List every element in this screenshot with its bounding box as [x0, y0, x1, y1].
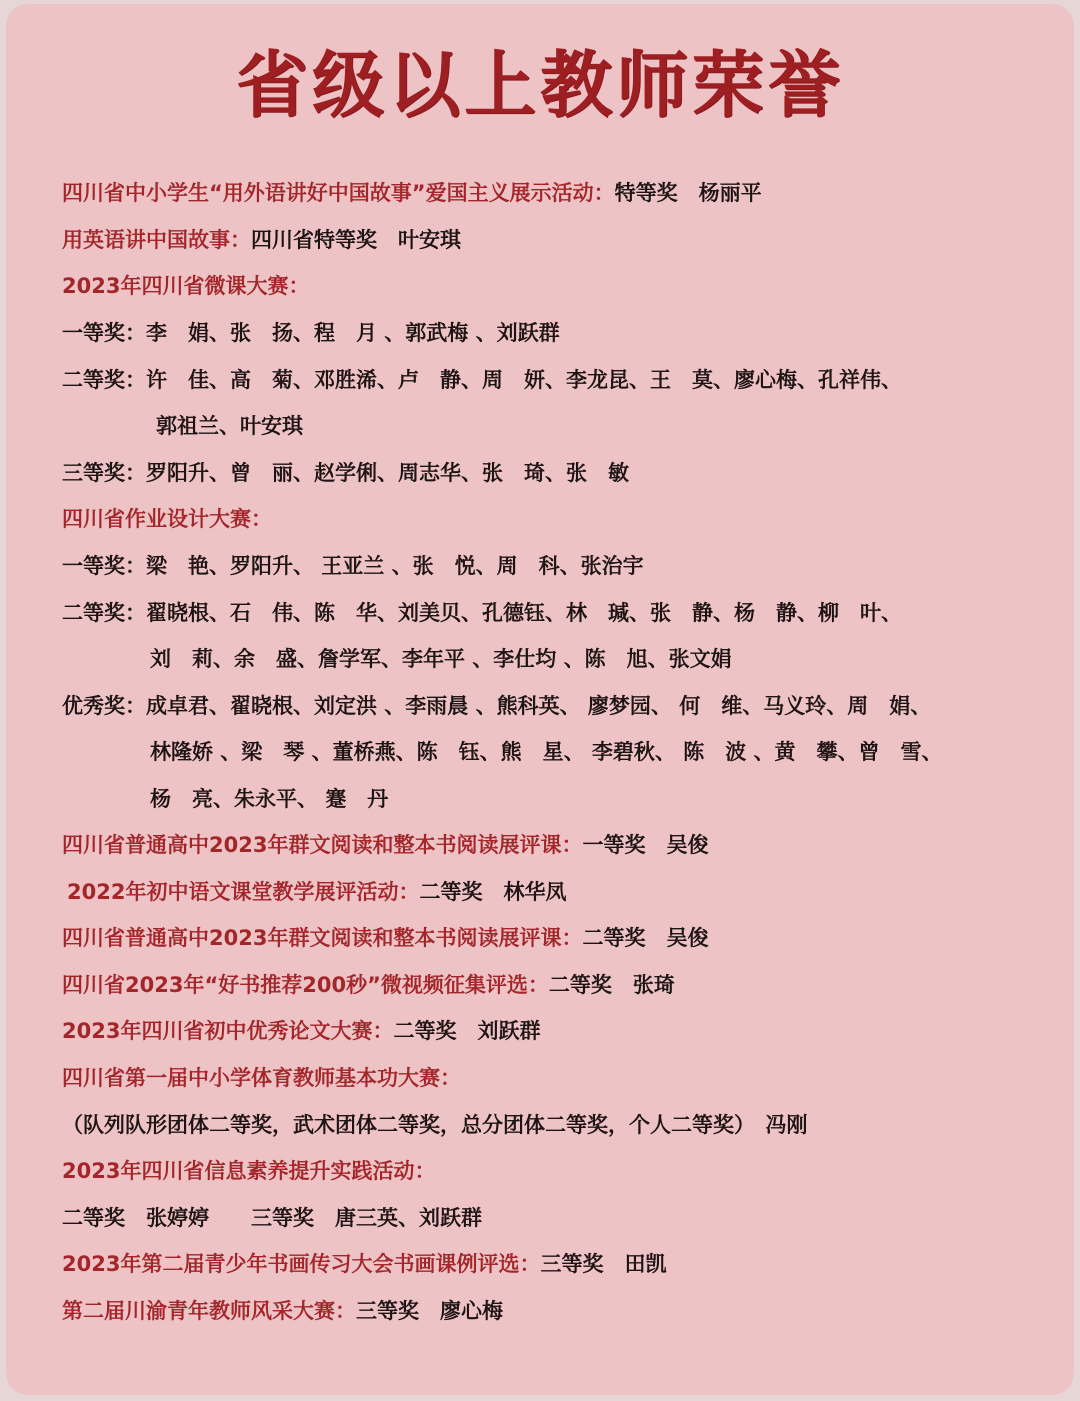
line-text: 杨 亮、朱永平、 蹇 丹	[150, 787, 389, 811]
line-text: 二等奖 吴俊	[582, 926, 709, 950]
line-text: 一等奖：李 娟、张 扬、程 月 、郭武梅 、刘跃群	[62, 321, 560, 345]
line-label: 四川省第一届中小学体育教师基本功大赛：	[62, 1066, 461, 1090]
line-text: 三等奖：罗阳升、曾 丽、赵学俐、周志华、张 琦、张 敏	[62, 461, 629, 485]
honor-line	[62, 970, 675, 1000]
line-text: 三等奖 田凯	[540, 1252, 667, 1276]
honor-line	[62, 1249, 666, 1279]
line-text: 优秀奖：成卓君、翟晓根、刘定洪 、李雨晨 、熊科英、 廖梦园、 何 维、马义玲、周 娟、	[62, 694, 932, 718]
line-text: 林隆娇 、梁 琴 、董桥燕、陈 钰、熊 星、 李碧秋、 陈 波 、黄 攀、曾 雪、	[150, 740, 943, 764]
line-text: 二等奖 刘跃群	[393, 1019, 541, 1043]
line-text: 刘 莉、余 盛、詹学军、李年平 、李仕均 、陈 旭、张文娟	[150, 647, 732, 671]
line-text: 二等奖 张琦	[548, 973, 675, 997]
line-label: 第二届川渝青年教师风采大赛：	[62, 1299, 356, 1323]
honor-line	[62, 1016, 540, 1046]
honor-line	[62, 830, 708, 860]
line-label: 用英语讲中国故事：	[62, 228, 251, 252]
honor-line	[62, 504, 272, 534]
honor-line	[62, 1110, 808, 1140]
line-label: 2023年四川省微课大赛：	[62, 274, 310, 298]
line-text: 二等奖：翟晓根、石 伟、陈 华、刘美贝、孔德钰、林 瑊、张 静、杨 静、柳 叶、	[62, 601, 902, 625]
honor-line	[62, 1203, 482, 1233]
line-text: 四川省特等奖 叶安琪	[251, 228, 461, 252]
honor-line	[62, 271, 309, 301]
honor-line	[62, 365, 902, 395]
honor-line	[62, 1156, 435, 1186]
honor-line	[62, 551, 644, 581]
honor-line	[62, 1296, 503, 1326]
line-text: 一等奖 吴俊	[582, 833, 709, 857]
honor-line	[62, 458, 629, 488]
line-label: 2023年第二届青少年书画传习大会书画课例评选：	[62, 1252, 541, 1276]
line-text: 三等奖 廖心梅	[356, 1299, 503, 1323]
line-text: 二等奖 张婷婷 三等奖 唐三英、刘跃群	[62, 1206, 482, 1230]
line-text: 二等奖：许 佳、高 菊、邓胜浠、卢 静、周 妍、李龙昆、王 莫、廖心梅、孔祥伟、	[62, 368, 902, 392]
honor-line	[62, 225, 461, 255]
line-label: 2023年四川省信息素养提升实践活动：	[62, 1159, 436, 1183]
line-text: 特等奖 杨丽平	[614, 181, 762, 205]
honor-line	[156, 411, 303, 441]
line-label: 四川省作业设计大赛：	[62, 507, 272, 531]
line-text: 郭祖兰、叶安琪	[156, 414, 303, 438]
line-label: 2022年初中语文课堂教学展评活动：	[67, 880, 420, 904]
honor-line	[150, 644, 732, 674]
line-label: 2023年四川省初中优秀论文大赛：	[62, 1019, 394, 1043]
honor-line	[62, 1063, 461, 1093]
line-text: （队列队形团体二等奖，武术团体二等奖，总分团体二等奖，个人二等奖） 冯刚	[62, 1113, 808, 1137]
page-title: 省级以上教师荣誉	[235, 42, 844, 127]
honor-line	[67, 877, 566, 907]
honor-line	[62, 318, 560, 348]
honor-line	[150, 737, 943, 767]
line-text: 二等奖 林华凤	[419, 880, 567, 904]
honor-line	[150, 784, 388, 814]
line-label: 四川省普通高中2023年群文阅读和整本书阅读展评课：	[62, 926, 583, 950]
line-label: 四川省中小学生“用外语讲好中国故事”爱国主义展示活动：	[62, 181, 615, 205]
honor-line	[62, 178, 762, 208]
honor-line	[62, 598, 902, 628]
line-label: 四川省2023年“好书推荐200秒”微视频征集评选：	[62, 973, 549, 997]
honor-line	[62, 691, 931, 721]
line-text: 一等奖：梁 艳、罗阳升、 王亚兰 、张 悦、周 科、张治宇	[62, 554, 644, 578]
honor-line	[62, 923, 708, 953]
line-label: 四川省普通高中2023年群文阅读和整本书阅读展评课：	[62, 833, 583, 857]
